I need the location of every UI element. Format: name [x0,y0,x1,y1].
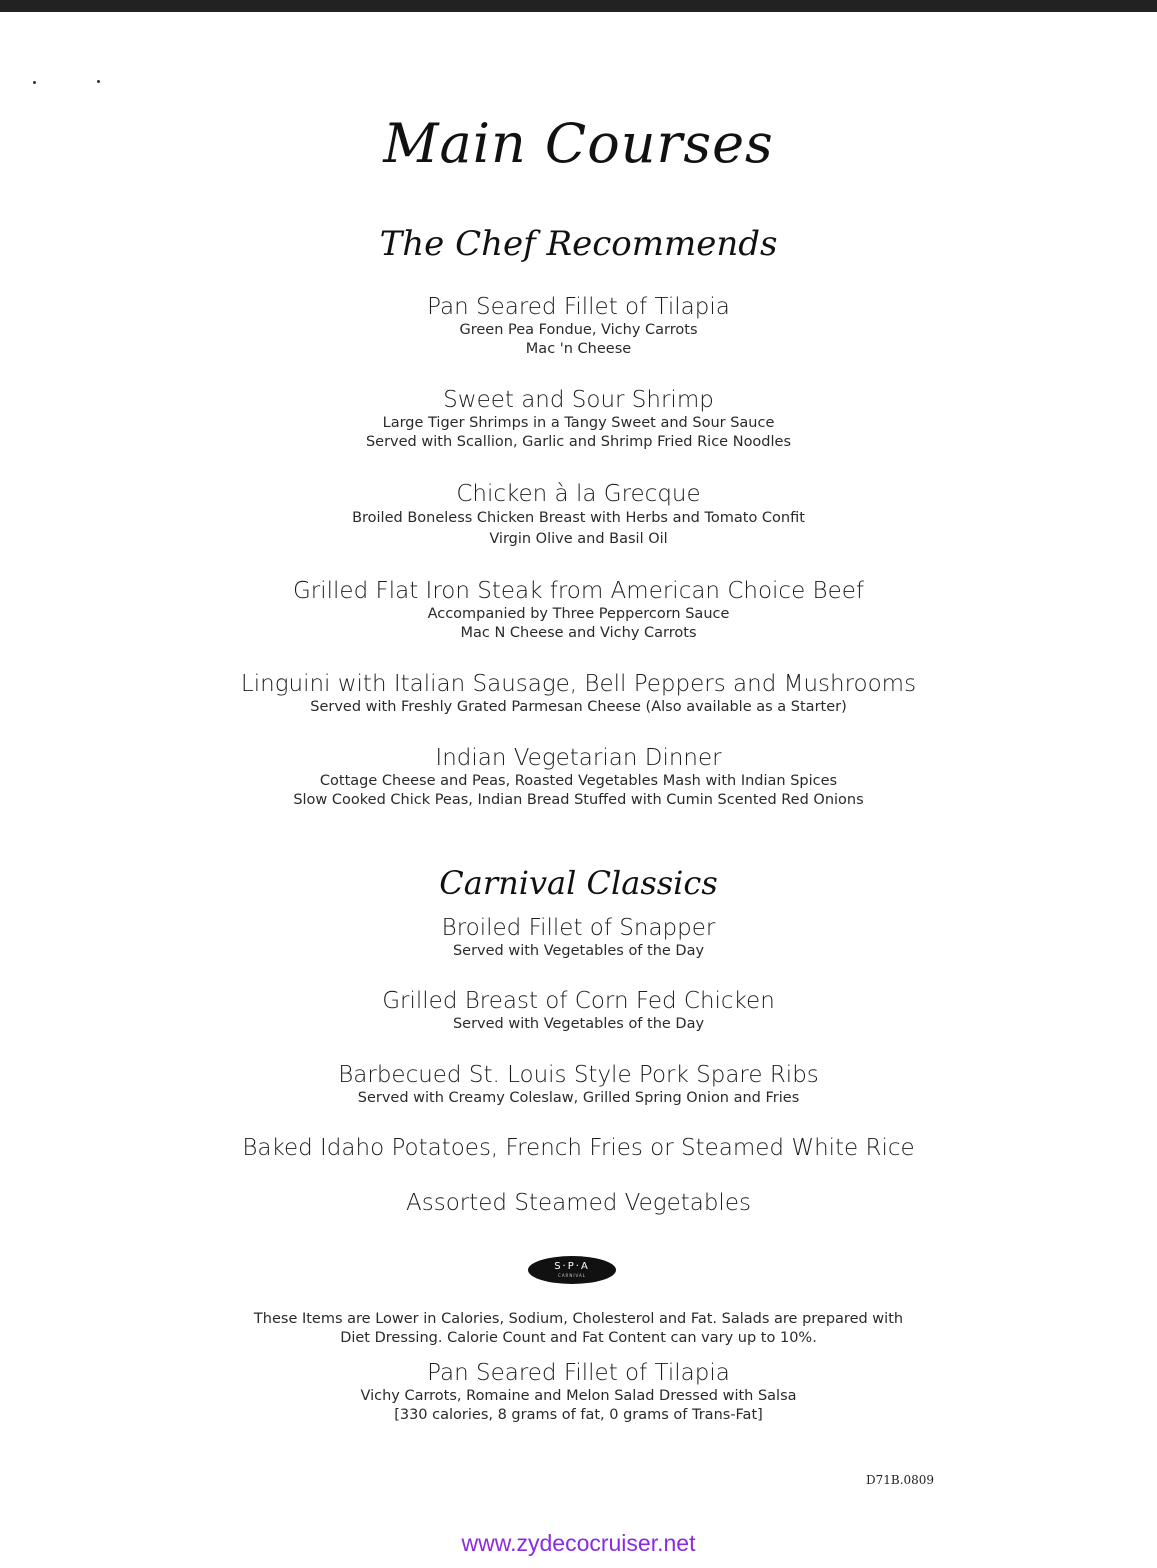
menu-item [0,1189,1157,1217]
dish-description: Green Pea Fondue, Vichy Carrots [459,322,698,338]
dish-name: Grilled Breast of Corn Fed Chicken [382,988,775,1014]
dish-description: Broiled Boneless Chicken Breast with Herbs and Tomato Confit [352,510,805,526]
menu-item-spa [0,1359,1157,1425]
menu-item [0,670,1157,717]
dish-description: Slow Cooked Chick Peas, Indian Bread Stuffed with Cumin Scented Red Onions [293,792,864,808]
menu-item [0,480,1157,550]
dish-description: Served with Freshly Grated Parmesan Cheese (Also available as a Starter) [310,699,847,715]
page-title: Main Courses [383,112,774,175]
spa-note [0,1310,1157,1348]
dish-name: Sweet and Sour Shrimp [443,387,714,413]
spa-logo-subtext: CARNIVAL [558,1273,586,1278]
menu-item [0,987,1157,1034]
dish-description: Cottage Cheese and Peas, Roasted Vegetables Mash with Indian Spices [319,773,838,789]
section-heading-classics: Carnival Classics [439,864,718,902]
dish-description: Served with Vegetables of the Day [452,1016,705,1032]
dish-name: Barbecued St. Louis Style Pork Spare Ribs [338,1062,819,1088]
dish-name: Chicken à la Grecque [456,481,701,507]
section-heading-chef: The Chef Recommends [379,224,778,264]
dish-name: Assorted Steamed Vegetables [406,1190,751,1216]
dish-description: Served with Vegetables of the Day [452,943,705,959]
menu-item [0,293,1157,359]
dish-description: Served with Creamy Coleslaw, Grilled Spring Onion and Fries [357,1090,800,1106]
spa-logo [528,1256,616,1284]
spa-note-line: These Items are Lower in Calories, Sodium, Cholesterol and Fat. Salads are prepared with [253,1311,904,1327]
dish-name: Pan Seared Fillet of Tilapia [427,294,730,320]
scan-speck [97,80,100,83]
dish-description: Accompanied by Three Peppercorn Sauce [427,606,730,622]
spa-logo-text: S·P·A [554,1261,590,1272]
dish-description: Large Tiger Shrimps in a Tangy Sweet and Sour Sauce [382,415,775,431]
dish-description: Vichy Carrots, Romaine and Melon Salad Dressed with Salsa [360,1388,797,1404]
dish-name: Broiled Fillet of Snapper [441,915,716,941]
dish-name: Grilled Flat Iron Steak from American Choice Beef [292,578,864,604]
watermark: www.zydecocruiser.net [461,1530,696,1556]
dish-name: Linguini with Italian Sausage, Bell Peppers and Mushrooms [240,671,917,697]
dish-name: Indian Vegetarian Dinner [435,745,722,771]
menu-item [0,577,1157,643]
dish-description: Mac N Cheese and Vichy Carrots [460,625,697,641]
menu-item [0,386,1157,452]
scan-speck [33,81,36,84]
menu-item [0,1061,1157,1108]
dish-description: Mac 'n Cheese [525,341,632,357]
dish-name: Pan Seared Fillet of Tilapia [427,1360,730,1386]
menu-item [0,914,1157,961]
menu-code: D71B.0809 [866,1473,935,1487]
spa-note-line: Diet Dressing. Calorie Count and Fat Content can vary up to 10%. [340,1330,817,1346]
dish-name: Baked Idaho Potatoes, French Fries or Steamed White Rice [242,1135,915,1161]
dish-description: Virgin Olive and Basil Oil [489,531,668,547]
menu-item [0,1134,1157,1162]
menu-item [0,744,1157,810]
scan-top-edge [0,0,1157,12]
dish-description: Served with Scallion, Garlic and Shrimp Fried Rice Noodles [365,434,792,450]
dish-description: [330 calories, 8 grams of fat, 0 grams of Trans-Fat] [394,1407,763,1423]
